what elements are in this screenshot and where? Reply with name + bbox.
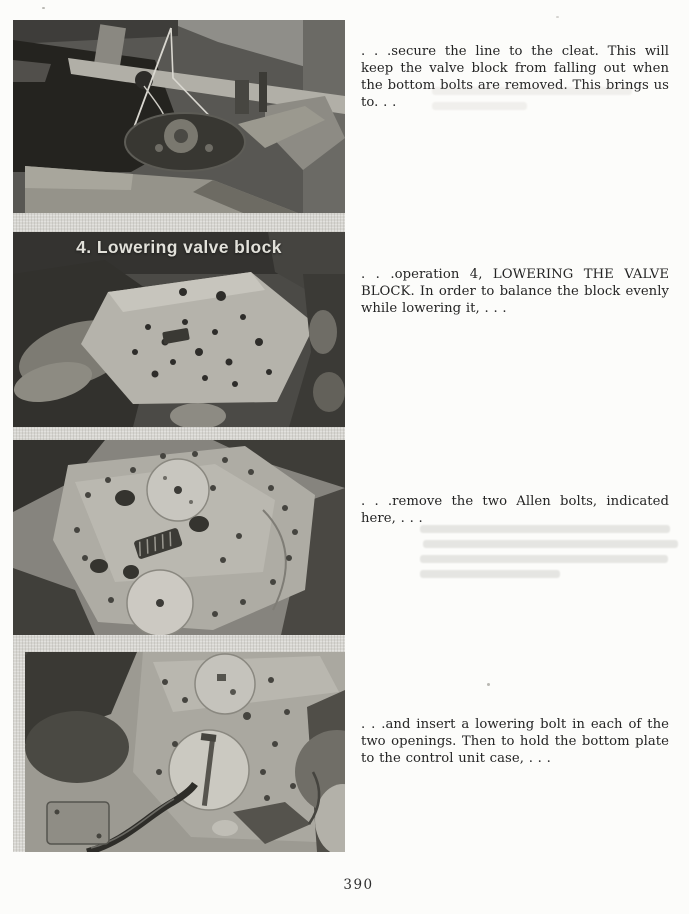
scan-speck <box>556 16 559 18</box>
photo-column <box>13 20 345 852</box>
figure-4-caption: . . .and insert a lowering bolt in each of the two openings. Then to hold the bottom plate to the control unit case, . . . <box>361 717 669 766</box>
scan-speck <box>487 683 490 686</box>
figure-3-caption: . . .remove the two Allen bolts, indicated here, . . . <box>361 494 669 526</box>
page-number: 390 <box>343 877 374 893</box>
scan-speck <box>42 7 45 9</box>
figure-2-label: 4. Lowering valve block <box>76 237 282 257</box>
figure-1-photo <box>13 20 345 213</box>
figure-4-image <box>25 652 345 852</box>
figure-1-caption: . . .secure the line to the cleat. This will keep the valve block from falling out when the bottom bolts are removed. This brings us to. . . <box>361 44 669 110</box>
print-bleed-through <box>432 87 642 117</box>
figure-2-photo <box>13 232 345 427</box>
figure-3-photo <box>13 440 345 635</box>
figure-2-image <box>13 232 345 427</box>
figure-2-caption: . . .operation 4, LOWERING THE VALVE BLOCK. In order to balance the block evenly while lowering it, . . . <box>361 267 669 316</box>
figure-3-image <box>13 440 345 635</box>
figure-4-photo <box>25 652 345 852</box>
print-bleed-through <box>420 525 678 585</box>
figure-1-image <box>13 20 345 213</box>
